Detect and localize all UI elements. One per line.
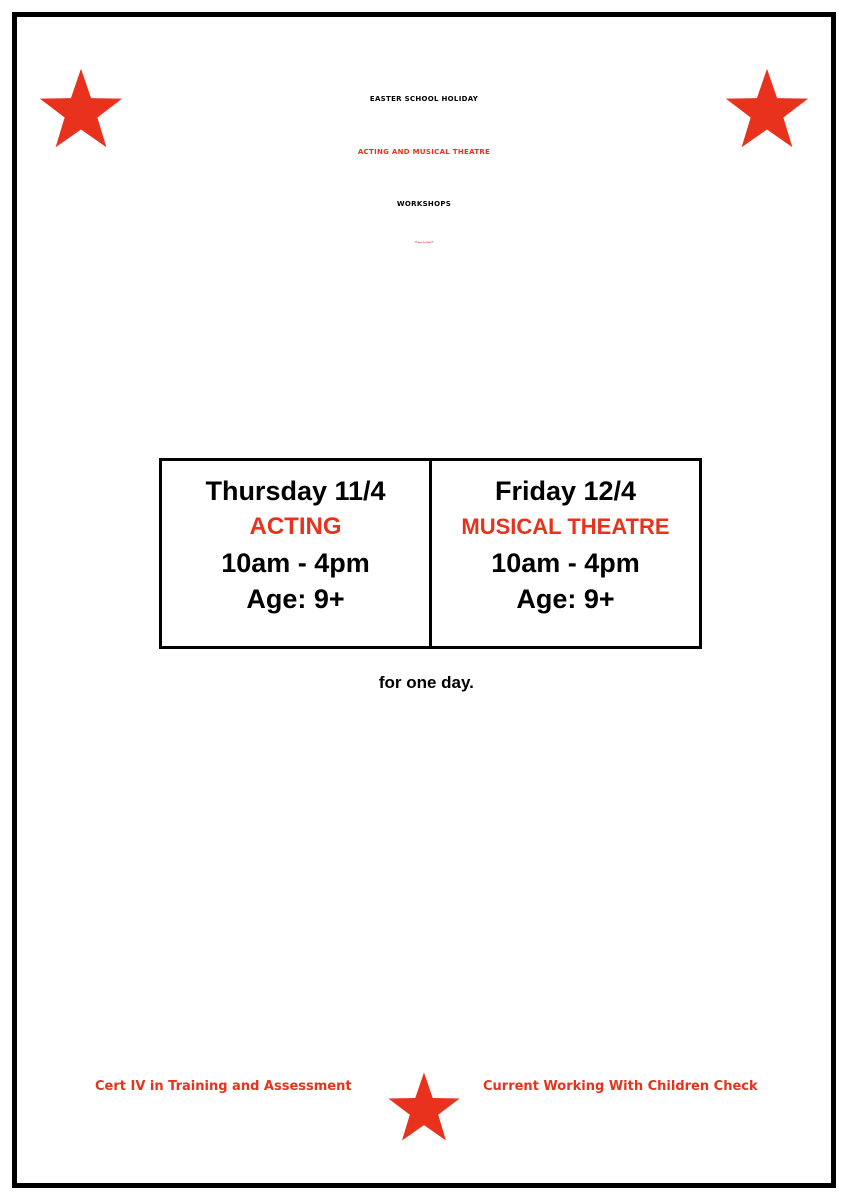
wwc-check-note: Current Working With Children Check bbox=[483, 1079, 758, 1094]
cost-line bbox=[0, 673, 848, 693]
contact-block bbox=[0, 878, 848, 959]
schedule-age: Age: 9+ bbox=[246, 584, 345, 614]
title-line-1: EASTER SCHOOL HOLIDAY bbox=[369, 95, 479, 103]
schedule-day: Thursday 11/4 bbox=[205, 476, 386, 506]
invite-line-2 bbox=[0, 374, 848, 401]
schedule-friday bbox=[429, 461, 699, 646]
schedule-table bbox=[159, 458, 702, 649]
invite-block bbox=[0, 347, 848, 428]
schedule-age: Age: 9+ bbox=[516, 584, 615, 614]
asterisks-right: *** bbox=[431, 242, 434, 244]
credits-line-2 bbox=[0, 1032, 848, 1054]
schedule-program: ACTING bbox=[249, 513, 342, 540]
invite-line-3 bbox=[0, 401, 848, 428]
star-icon-top-left bbox=[36, 67, 126, 157]
schedule-time: 10am - 4pm bbox=[221, 548, 370, 578]
schedule-program: MUSICAL THEATRE bbox=[461, 514, 670, 539]
title-line-2: ACTING AND MUSICAL THEATRE bbox=[357, 148, 491, 156]
schedule-day: Friday 12/4 bbox=[494, 476, 637, 506]
title-line-3: WORKSHOPS bbox=[396, 200, 452, 208]
asterisks-left: *** bbox=[414, 242, 417, 244]
schedule-thursday bbox=[162, 461, 429, 646]
star-icon-bottom bbox=[385, 1071, 463, 1149]
back-for-2024 bbox=[0, 242, 848, 244]
cost-suffix: for one day. bbox=[374, 673, 474, 692]
star-icon-top-right bbox=[722, 67, 812, 157]
credits-block bbox=[0, 1010, 848, 1054]
schedule-time: 10am - 4pm bbox=[491, 548, 640, 578]
contact-phone bbox=[0, 878, 848, 905]
invite-line-1 bbox=[0, 347, 848, 374]
cert-iv-note: Cert IV in Training and Assessment bbox=[95, 1079, 352, 1094]
back-text: Back for 2024 bbox=[417, 242, 431, 244]
credits-line-1 bbox=[0, 1010, 848, 1032]
